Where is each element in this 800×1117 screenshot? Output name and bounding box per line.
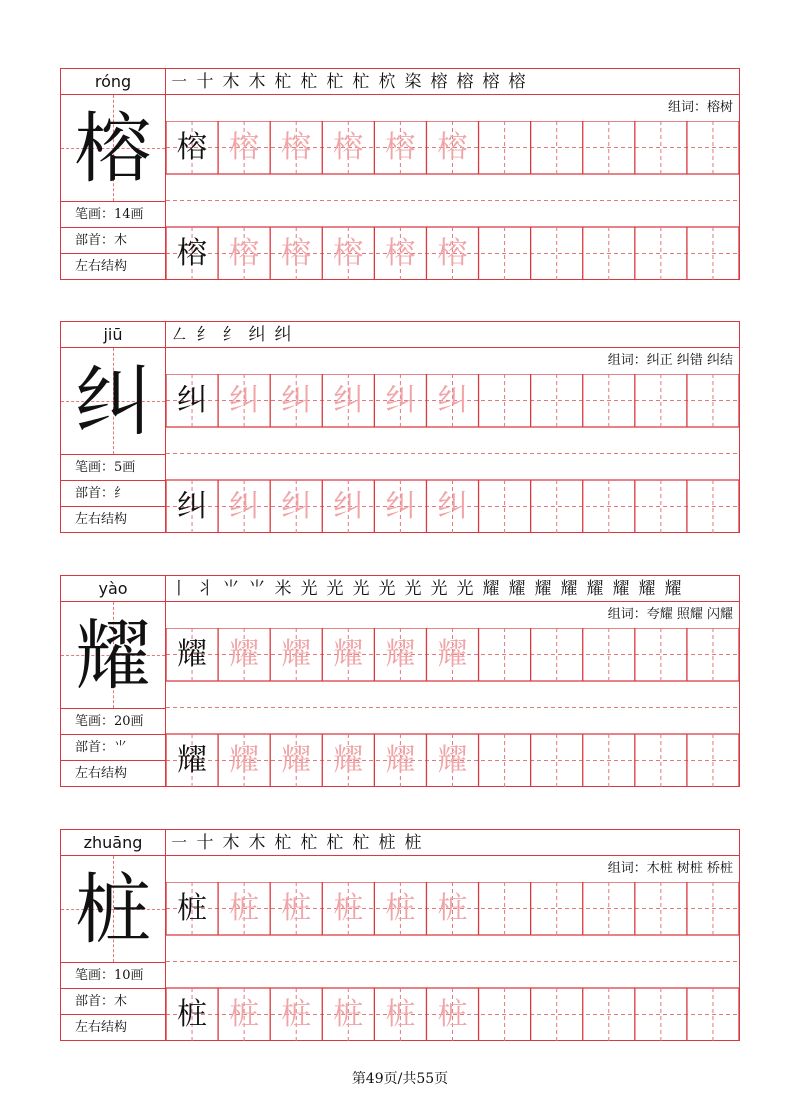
word-examples: 组词：夸耀 照耀 闪耀 (607, 607, 733, 622)
trace-character: 桩 (229, 997, 260, 1032)
word-examples: 组词：木桩 树桩 桥桩 (607, 861, 733, 876)
trace-character: 榕 (281, 236, 312, 271)
stroke-step: 纟 (196, 325, 214, 345)
stroke-step: 光 (352, 579, 370, 599)
trace-character: 纠 (281, 383, 312, 418)
model-character: 耀 (177, 743, 207, 778)
stroke-step: 耀 (482, 579, 500, 599)
character-info-column (61, 69, 166, 279)
stroke-count: 笔画：20画 (61, 709, 165, 735)
stroke-count: 笔画：5画 (61, 455, 165, 481)
stroke-step: ⺌ (222, 579, 240, 599)
practice-area (166, 322, 739, 532)
trace-character: 纠 (333, 489, 364, 524)
stroke-step: 木 (222, 72, 240, 92)
structure: 左右结构 (75, 1020, 128, 1035)
stroke-step: 木 (248, 72, 266, 92)
large-character-box (61, 95, 165, 202)
large-character-box (61, 856, 165, 963)
trace-character: 纠 (229, 383, 260, 418)
model-character: 纠 (177, 489, 207, 524)
model-character: 榕 (177, 130, 207, 165)
stroke-step: 耀 (560, 579, 578, 599)
trace-character: 榕 (281, 130, 312, 165)
trace-character: 耀 (333, 743, 364, 778)
practice-area (166, 576, 739, 786)
page-number: 第49页/共55页 (351, 1071, 449, 1087)
stroke-step: 杧 (352, 833, 370, 853)
word-examples: 组词：纠正 纠错 纠结 (607, 353, 733, 368)
stroke-step: 光 (404, 579, 422, 599)
stroke-step: 纠 (274, 325, 292, 345)
stroke-step: 耀 (586, 579, 604, 599)
stroke-step: ㇐ (170, 833, 188, 853)
trace-character: 桩 (281, 891, 312, 926)
stroke-step: 纠 (248, 325, 266, 345)
trace-character: 耀 (281, 637, 312, 672)
radical: 部首：木 (61, 989, 165, 1015)
trace-character: 桩 (229, 891, 260, 926)
stroke-step: 杧 (300, 72, 318, 92)
stroke-step: 榕 (508, 72, 526, 92)
character-info-column (61, 576, 166, 786)
stroke-step: ㇜ (170, 325, 188, 345)
trace-character: 榕 (333, 130, 364, 165)
character-card (60, 68, 740, 280)
structure: 左右结构 (75, 259, 128, 274)
trace-character: 纠 (333, 383, 364, 418)
trace-character: 桩 (437, 997, 468, 1032)
trace-character: 榕 (437, 236, 468, 271)
stroke-order-row (166, 322, 739, 348)
character-info-column (61, 322, 166, 532)
stroke-step: 光 (456, 579, 474, 599)
stroke-step: 米 (274, 579, 292, 599)
large-character: 纠 (75, 357, 151, 446)
trace-character: 榕 (229, 236, 260, 271)
trace-character: 耀 (229, 743, 260, 778)
trace-character: 榕 (385, 130, 416, 165)
stroke-step: 光 (378, 579, 396, 599)
trace-character: 桩 (385, 997, 416, 1032)
stroke-step: ⺌ (248, 579, 266, 599)
model-character: 桩 (177, 997, 207, 1032)
practice-area (166, 69, 739, 279)
pinyin: zhuāng (61, 830, 165, 856)
trace-character: 榕 (437, 130, 468, 165)
stroke-step: 杧 (326, 833, 344, 853)
stroke-step: 柼 (378, 72, 396, 92)
trace-character: 耀 (437, 637, 468, 672)
large-character: 榕 (75, 104, 151, 193)
stroke-step: 丨 (170, 579, 188, 599)
stroke-order-row (166, 830, 739, 856)
stroke-step: 耀 (664, 579, 682, 599)
trace-character: 纠 (281, 489, 312, 524)
word-examples: 组词：榕树 (667, 100, 733, 115)
stroke-step: 榕 (482, 72, 500, 92)
trace-character: 耀 (385, 637, 416, 672)
trace-character: 耀 (229, 637, 260, 672)
structure: 左右结构 (75, 512, 128, 527)
trace-character: 纠 (437, 489, 468, 524)
character-info-column (61, 830, 166, 1040)
stroke-step: 光 (326, 579, 344, 599)
character-card (60, 321, 740, 533)
stroke-count: 笔画：10画 (61, 963, 165, 989)
radical: 部首：木 (61, 228, 165, 254)
stroke-step: 耀 (508, 579, 526, 599)
stroke-step: 丬 (196, 579, 214, 599)
pinyin: róng (61, 69, 165, 95)
trace-character: 桩 (333, 997, 364, 1032)
stroke-step: 杧 (352, 72, 370, 92)
trace-character: 桩 (333, 891, 364, 926)
radical: 部首：纟 (61, 481, 165, 507)
model-character: 桩 (177, 891, 207, 926)
stroke-step: 榕 (430, 72, 448, 92)
stroke-order-row (166, 576, 739, 602)
trace-character: 纠 (229, 489, 260, 524)
stroke-step: 十 (196, 833, 214, 853)
stroke-step: 十 (196, 72, 214, 92)
trace-character: 纠 (385, 489, 416, 524)
stroke-step: 光 (300, 579, 318, 599)
character-card (60, 575, 740, 787)
structure: 左右结构 (75, 766, 128, 781)
model-character: 耀 (177, 637, 207, 672)
radical: 部首：⺌ (61, 735, 165, 761)
trace-character: 纠 (385, 383, 416, 418)
stroke-step: 耀 (534, 579, 552, 599)
practice-area (166, 830, 739, 1040)
stroke-count: 笔画：14画 (61, 202, 165, 228)
stroke-step: 杧 (274, 72, 292, 92)
stroke-step: 纟 (222, 325, 240, 345)
stroke-step: 桩 (378, 833, 396, 853)
trace-character: 桩 (281, 997, 312, 1032)
stroke-step: 光 (430, 579, 448, 599)
stroke-step: 桩 (404, 833, 422, 853)
stroke-step: 木 (248, 833, 266, 853)
large-character: 耀 (75, 611, 151, 700)
stroke-step: 栥 (404, 72, 422, 92)
trace-character: 桩 (385, 891, 416, 926)
large-character-box (61, 348, 165, 455)
stroke-step: 耀 (638, 579, 656, 599)
pinyin: jiū (61, 322, 165, 348)
large-character-box (61, 602, 165, 709)
trace-character: 耀 (333, 637, 364, 672)
trace-character: 榕 (333, 236, 364, 271)
stroke-order-row (166, 69, 739, 95)
trace-character: 榕 (229, 130, 260, 165)
character-card (60, 829, 740, 1041)
stroke-step: 杧 (300, 833, 318, 853)
pinyin: yào (61, 576, 165, 602)
trace-character: 耀 (437, 743, 468, 778)
trace-character: 耀 (281, 743, 312, 778)
large-character: 桩 (75, 865, 151, 954)
model-character: 榕 (177, 236, 207, 271)
stroke-step: 杧 (326, 72, 344, 92)
stroke-step: ㇐ (170, 72, 188, 92)
trace-character: 耀 (385, 743, 416, 778)
stroke-step: 木 (222, 833, 240, 853)
trace-character: 纠 (437, 383, 468, 418)
model-character: 纠 (177, 383, 207, 418)
trace-character: 榕 (385, 236, 416, 271)
stroke-step: 耀 (612, 579, 630, 599)
stroke-step: 榕 (456, 72, 474, 92)
stroke-step: 杧 (274, 833, 292, 853)
trace-character: 桩 (437, 891, 468, 926)
